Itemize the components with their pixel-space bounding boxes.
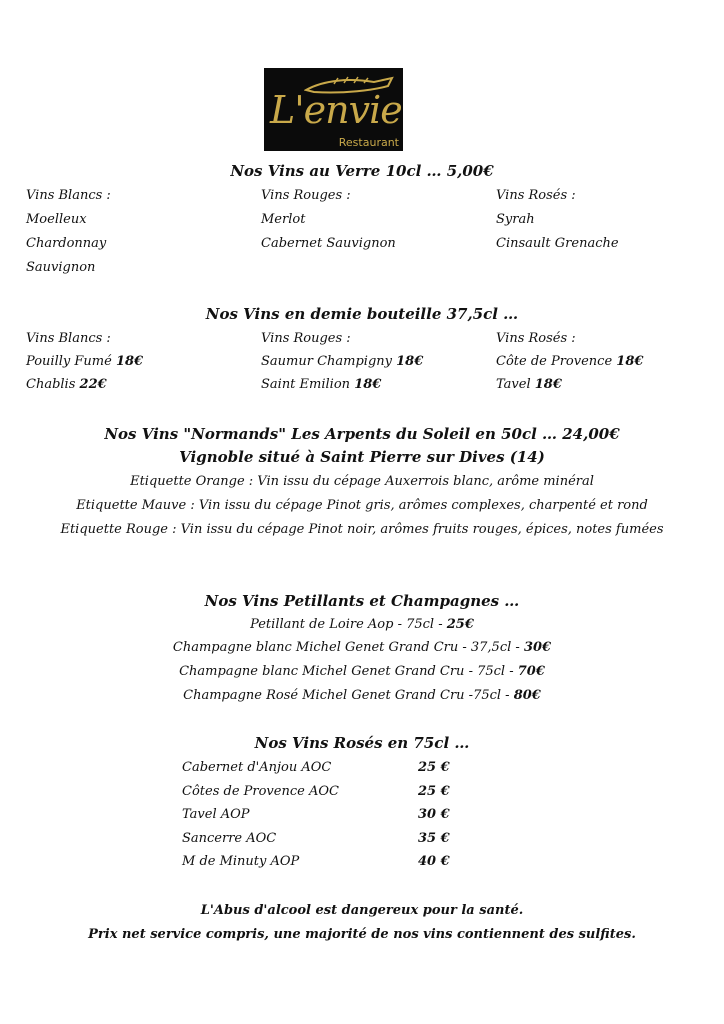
wine-item: Moelleux: [26, 212, 87, 227]
rose-item-name: Côtes de Provence AOC: [182, 784, 339, 799]
col-heading-roses: Vins Rosés :: [496, 331, 576, 346]
wine-price: 18€: [616, 354, 644, 369]
wine-price: 18€: [115, 354, 144, 369]
wine-item: Côte de Provence 18€: [496, 354, 644, 369]
logo-brand: L'envie: [270, 88, 402, 132]
wine-item: Cinsault Grenache: [496, 236, 619, 251]
sparkling-item: Champagne blanc Michel Genet Grand Cru - 75cl - 70€: [179, 664, 545, 679]
wine-item: Chablis 22€: [26, 377, 107, 392]
wine-item: Saint Emilion 18€: [261, 377, 382, 392]
wine-price: 18€: [534, 377, 562, 392]
wine-item: Merlot: [261, 212, 306, 227]
wine-item: Chardonnay: [26, 236, 107, 251]
wine-item: Pouilly Fumé 18€: [26, 354, 144, 369]
wine-item: Sauvignon: [26, 260, 96, 275]
section-title-normands: Nos Vins "Normands" Les Arpents du Soleil en 50cl … 24,00€: [104, 425, 620, 443]
rose-item-price: 30 €: [418, 807, 450, 822]
rose-item-price: 40 €: [418, 854, 450, 869]
sparkling-item: Champagne Rosé Michel Genet Grand Cru -75cl - 80€: [183, 688, 541, 703]
col-heading-reds: Vins Rouges :: [261, 331, 351, 346]
sparkling-item: Champagne blanc Michel Genet Grand Cru - 37,5cl - 30€: [172, 640, 552, 655]
logo-subtitle: Restaurant: [338, 136, 399, 149]
section-title-half-bottle: Nos Vins en demie bouteille 37,5cl …: [205, 305, 519, 323]
wine-item: Syrah: [496, 212, 535, 227]
wine-item: Cabernet Sauvignon: [261, 236, 396, 251]
col-heading-roses: Vins Rosés :: [496, 188, 576, 203]
wine-price: 22€: [79, 377, 107, 392]
rose-item-name: M de Minuty AOP: [182, 854, 300, 869]
wine-price: 25€: [446, 617, 474, 632]
wine-price: 70€: [517, 664, 545, 679]
section-title-glass: Nos Vins au Verre 10cl … 5,00€: [230, 162, 494, 180]
footer-note: Prix net service compris, une majorité de nos vins contiennent des sulfites.: [88, 927, 636, 942]
col-heading-whites: Vins Blancs :: [26, 331, 111, 346]
label-description: Etiquette Orange : Vin issu du cépage Auxerrois blanc, arôme minéral: [130, 474, 594, 489]
col-heading-whites: Vins Blancs :: [26, 188, 111, 203]
label-description: Etiquette Mauve : Vin issu du cépage Pinot gris, arômes complexes, charpenté et rond: [76, 498, 648, 513]
rose-item-price: 35 €: [418, 831, 450, 846]
section-subtitle-vineyard: Vignoble situé à Saint Pierre sur Dives (14): [179, 448, 545, 466]
footer-warning: L'Abus d'alcool est dangereux pour la santé.: [200, 903, 524, 918]
wine-item: Saumur Champigny 18€: [261, 354, 424, 369]
section-title-sparkling: Nos Vins Petillants et Champagnes …: [204, 592, 520, 610]
label-description: Etiquette Rouge : Vin issu du cépage Pinot noir, arômes fruits rouges, épices, notes fumées: [60, 522, 664, 537]
restaurant-logo: [264, 68, 403, 151]
rose-item-name: Tavel AOP: [182, 807, 250, 822]
rose-item-name: Sancerre AOC: [182, 831, 277, 846]
rose-item-price: 25 €: [418, 784, 450, 799]
col-heading-reds: Vins Rouges :: [261, 188, 351, 203]
wine-price: 30€: [523, 640, 552, 655]
section-title-roses: Nos Vins Rosés en 75cl …: [254, 734, 470, 752]
sparkling-item: Petillant de Loire Aop - 75cl - 25€: [250, 617, 474, 632]
rose-item-price: 25 €: [418, 760, 450, 775]
rose-item-name: Cabernet d'Anjou AOC: [182, 760, 332, 775]
wine-item: Tavel 18€: [496, 377, 562, 392]
wine-price: 18€: [354, 377, 382, 392]
wine-price: 18€: [396, 354, 424, 369]
wine-price: 80€: [513, 688, 541, 703]
